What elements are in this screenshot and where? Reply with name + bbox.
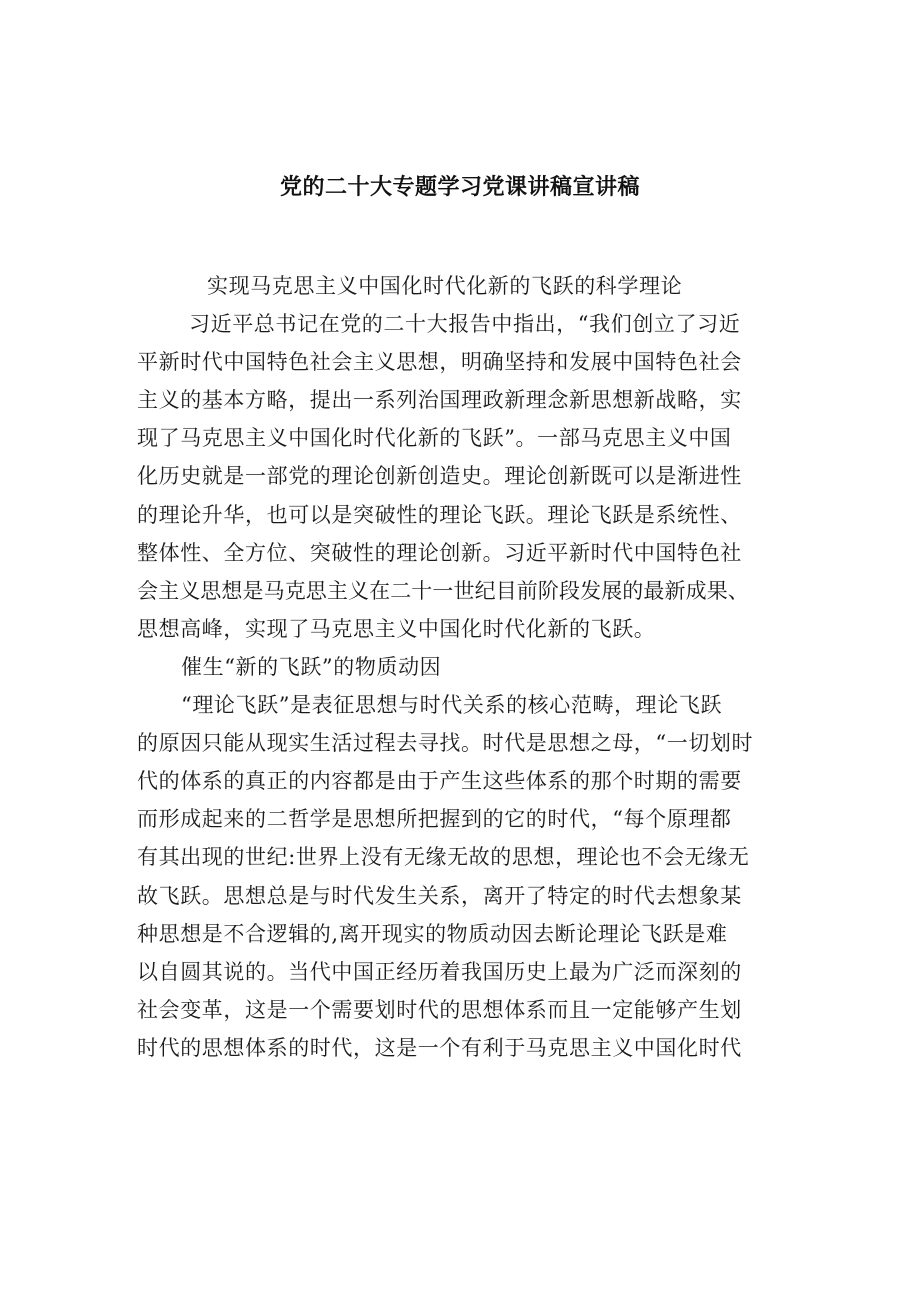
paragraph-line: 习近平总书记在党的二十大报告中指出，“我们创立了习近 <box>189 312 741 337</box>
paragraph-line: 以自圆其说的。当代中国正经历着我国历史上最为广泛而深刻的 <box>137 959 742 984</box>
paragraph-line: 主义的基本方略，提出一系列治国理政新理念新思想新战略，实 <box>137 388 742 413</box>
paragraph-line: 思想高峰，实现了马克思主义中国化时代化新的飞跃。 <box>137 616 656 641</box>
paragraph-line: 代的体系的真正的内容都是由于产生这些体系的那个时期的需要 <box>137 769 742 794</box>
section-subtitle: 实现马克思主义中国化时代化新的飞跃的科学理论 <box>207 274 683 298</box>
paragraph-line: 种思想是不合逻辑的,离开现实的物质动因去断论理论飞跃是难 <box>137 921 728 946</box>
paragraph-line: 社会变革，这是一个需要划时代的思想体系而且一定能够产生划 <box>137 997 742 1022</box>
paragraph-line: 故飞跃。思想总是与时代发生关系，离开了特定的时代去想象某 <box>137 883 742 908</box>
document-body <box>137 267 797 1067</box>
paragraph-line: 化历史就是一部党的理论创新创造史。理论创新既可以是渐进性 <box>137 464 742 489</box>
paragraph-line: 的原因只能从现实生活过程去寻找。时代是思想之母，“一切划时 <box>137 731 754 756</box>
paragraph-line: 平新时代中国特色社会主义思想，明确坚持和发展中国特色社会 <box>137 350 742 375</box>
paragraph-line: 的理论升华，也可以是突破性的理论飞跃。理论飞跃是系统性、 <box>137 502 742 527</box>
paragraph-line: 现了马克思主义中国化时代化新的飞跃”。一部马克思主义中国 <box>137 426 732 451</box>
paragraph-line: “理论飞跃”是表征思想与时代关系的核心范畴，理论飞跃 <box>181 693 723 718</box>
paragraph-line: 有其出现的世纪:世界上没有无缘无故的思想，理论也不会无缘无 <box>137 845 750 870</box>
section-heading: 催生“新的飞跃”的物质动因 <box>181 654 442 679</box>
document-title: 党的二十大专题学习党课讲稿宣讲稿 <box>279 175 640 200</box>
paragraph-line: 会主义思想是马克思主义在二十一世纪目前阶段发展的最新成果、 <box>137 578 749 603</box>
paragraph-line: 时代的思想体系的时代，这是一个有利于马克思主义中国化时代 <box>137 1035 742 1060</box>
paragraph-line: 而形成起来的二哲学是思想所把握到的它的时代，“每个原理都 <box>137 807 732 832</box>
paragraph-line: 整体性、全方位、突破性的理论创新。习近平新时代中国特色社 <box>137 540 742 565</box>
